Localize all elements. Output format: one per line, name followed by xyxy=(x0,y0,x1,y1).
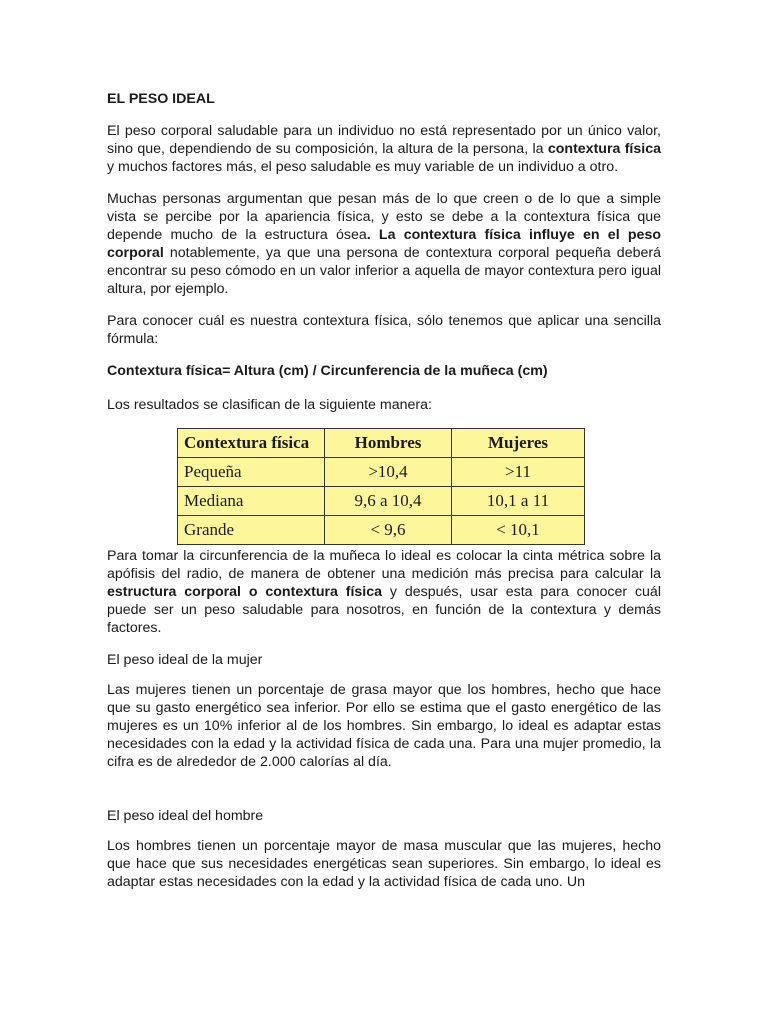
table-header-row xyxy=(178,429,585,458)
paragraph-results-intro: Los resultados se clasifican de la siguiente manera: xyxy=(107,397,432,413)
table-row xyxy=(178,458,585,487)
paragraph-mujer: Las mujeres tienen un porcentaje de grasa mayor que los hombres, hecho que hace que su gasto energético sea inferior. Por ello se estima que el gasto energético de las mujeres es un 10% inferior al de los hombres. Sin embargo, lo ideal es adaptar estas necesidades con la edad y la actividad física de cada una. Para una mujer promedio, la cifra es de alrededor de 2.000 calorías al día. xyxy=(107,682,661,770)
paragraph-intro xyxy=(107,122,661,176)
paragraph-contextura xyxy=(107,190,661,298)
table-header-cell: Mujeres xyxy=(452,429,585,458)
text-span: El peso corporal saludable para un individuo no está representado por un único valor, sino que, dependiendo de su composición, la altura de la persona, la xyxy=(107,123,661,157)
table-header-cell: Hombres xyxy=(325,429,452,458)
table-row xyxy=(178,487,585,516)
table-wrapper xyxy=(177,428,661,545)
document-title: EL PESO IDEAL xyxy=(107,91,215,107)
table-cell: < 10,1 xyxy=(452,516,585,545)
paragraph-formula-intro: Para conocer cuál es nuestra contextura física, sólo tenemos que aplicar una sencilla fórmula: xyxy=(107,313,661,347)
table-cell: Grande xyxy=(178,516,325,545)
bold-span: contextura física xyxy=(547,141,661,157)
table-cell: >11 xyxy=(452,458,585,487)
table-cell: Mediana xyxy=(178,487,325,516)
table-cell: < 9,6 xyxy=(325,516,452,545)
bold-span: . La contextura física influye en el peso corporal xyxy=(107,227,662,261)
contextura-table xyxy=(177,428,585,545)
formula: Contextura física= Altura (cm) / Circunferencia de la muñeca (cm) xyxy=(107,363,548,379)
text-span: Para tomar la circunferencia de la muñeca lo ideal es colocar la cinta métrica sobre la apófisis del radio, de manera de obtener una medición más precisa para calcular la xyxy=(107,548,661,582)
text-span: y después, usar esta para conocer cuál puede ser un peso saludable para nosotros, en función de la contextura y demás factores. xyxy=(107,584,661,636)
table-row xyxy=(178,516,585,545)
table-cell: 10,1 a 11 xyxy=(452,487,585,516)
document-page xyxy=(107,90,661,905)
table-cell: Pequeña xyxy=(178,458,325,487)
table-cell: >10,4 xyxy=(325,458,452,487)
table-header-cell: Contextura física xyxy=(178,429,325,458)
text-span: notablemente, ya que una persona de contextura corporal pequeña deberá encontrar su peso cómodo en un valor inferior a aquella de mayor contextura pero igual altura, por ejemplo. xyxy=(107,245,661,297)
text-span: y muchos factores más, el peso saludable es muy variable de un individuo a otro. xyxy=(107,159,619,175)
paragraph-medicion xyxy=(107,547,661,637)
bold-span: estructura corporal o contextura física xyxy=(107,584,383,600)
section-heading-mujer: El peso ideal de la mujer xyxy=(107,652,263,668)
table-cell: 9,6 a 10,4 xyxy=(325,487,452,516)
text-span: Muchas personas argumentan que pesan más de lo que creen o de lo que a simple vista se percibe por la apariencia física, y esto se debe a la contextura física que depende mucho de la estructura ósea xyxy=(107,191,661,243)
paragraph-hombre: Los hombres tienen un porcentaje mayor de masa muscular que las mujeres, hecho que hace que sus necesidades energéticas sean superiores. Sin embargo, lo ideal es adaptar estas necesidades con la edad y la actividad física de cada uno. Un xyxy=(107,838,661,890)
section-heading-hombre: El peso ideal del hombre xyxy=(107,808,264,824)
